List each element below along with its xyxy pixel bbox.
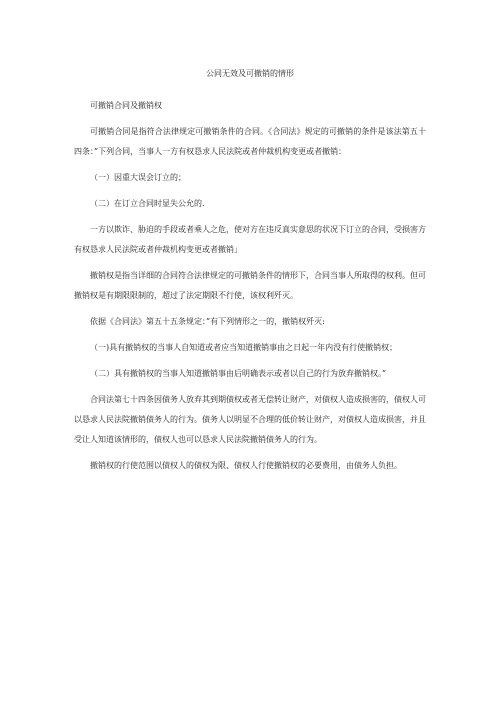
paragraph: 合同法第七十四条因债务人放弃其到期债权或者无偿转让财产，对债权人造成损害的，债权人可以恳求人民法院撤销债务人的行为。债务人以明显不合理的低价转让财产，对债权人造成损害，并且受让人知道该情形的，债权人也可以恳求人民法院撤销债务人的行为。 [74, 395, 426, 444]
paragraph-heading: 可撤销合同及撤销权 [90, 101, 162, 110]
paragraph: 撤销权是指当详细的合同符合法律规定的可撤销条件的情形下，合同当事人所取得的权利。但可撤销权是有期限限制的，超过了法定期限不行使，该权利歼灭。 [74, 271, 426, 300]
paragraph: （二）具有撤销权的当事人知道撤销事由后明确表示或者以自己的行为放弃撤销权。” [90, 369, 387, 378]
paragraph: （二）在订立合同时显失公允的. [90, 199, 205, 208]
paragraph: 撤销权的行使范围以债权人的债权为限、债权人行使撤销权的必要费用，由债务人负担。 [90, 461, 402, 470]
paragraph: 可撤销合同是指符合法律规定可撤销条件的合同。《合同法》规定的可撤销的条件是该法第五十四条：”下列合同，当事人一方有权恳求人民法院或者仲裁机构变更或者撤销： [74, 127, 426, 156]
paragraph: （一）因重大误会订立的； [90, 173, 186, 182]
document-body [74, 68, 426, 482]
paragraph: 一方以欺诈、胁迫的手段或者乘人之危，使对方在违反真实意思的状况下订立的合同，受损害方有权恳求人民法院或者仲裁机构变更或者撤销」 [74, 225, 426, 254]
paragraph: 依据《合同法》第五十五条规定：”有下列情形之一的，撤销权歼灭: [90, 317, 325, 326]
document-title: 公同无效及可撤销的情形 [206, 69, 294, 78]
paragraph: （一)具有撤销权的当事人自知道或者应当知道撤销事由之日起一年内没有行使撤销权； [90, 343, 398, 352]
